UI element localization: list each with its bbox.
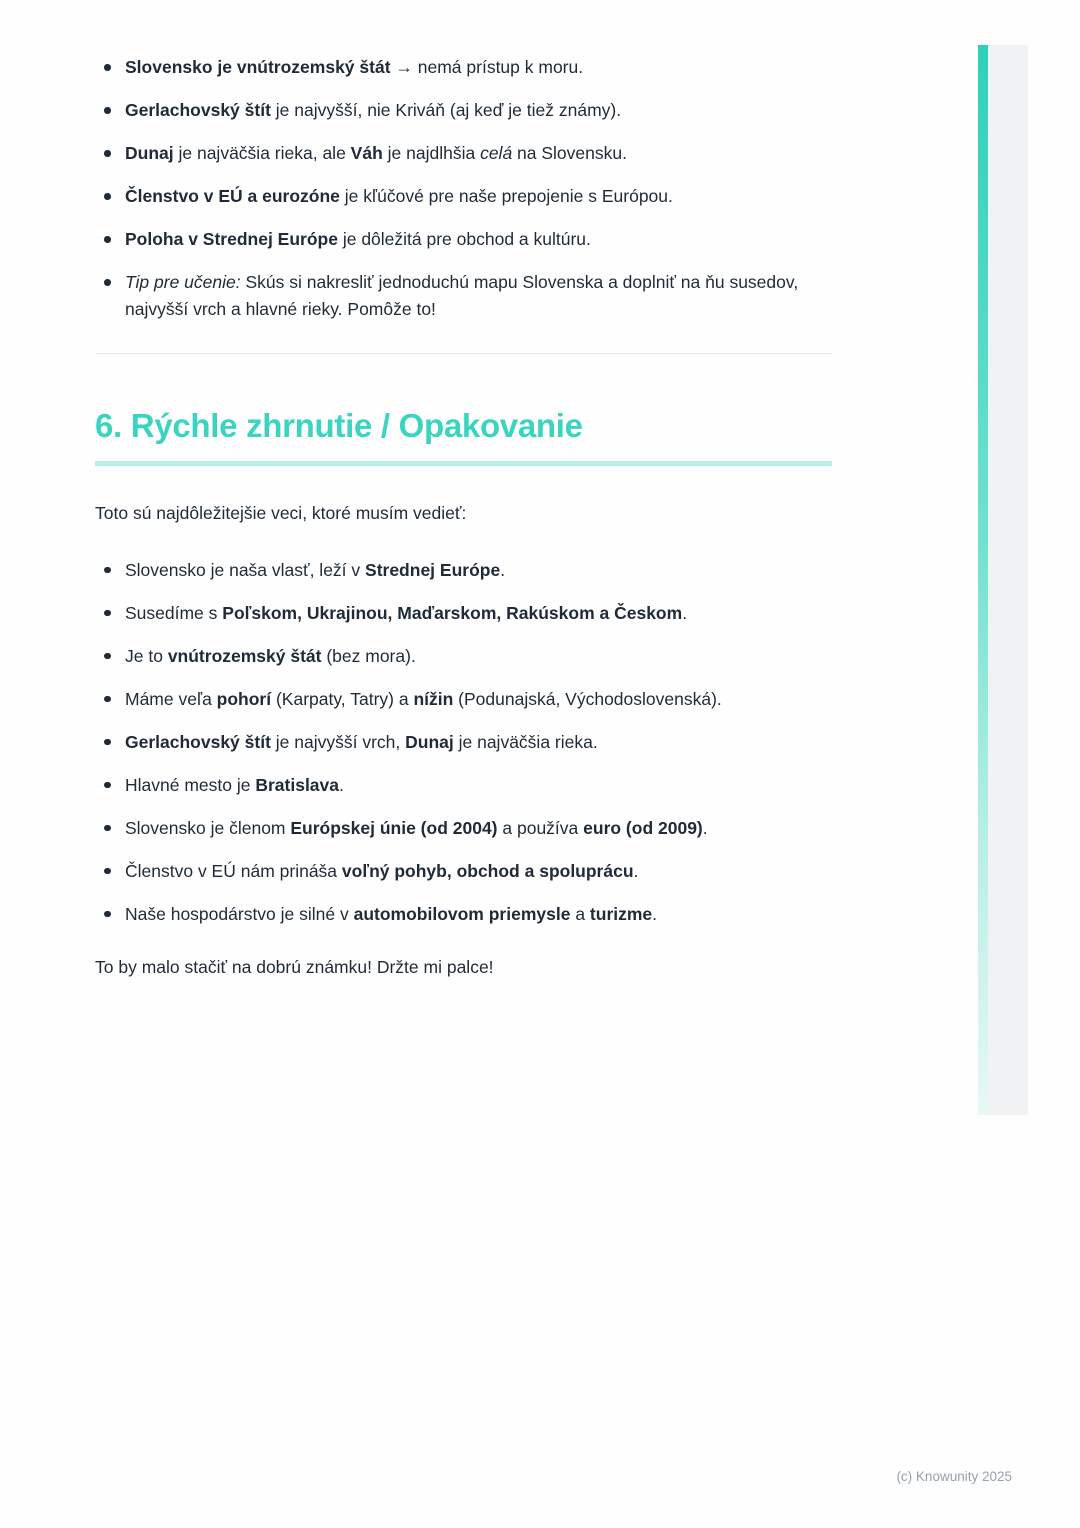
list-item bbox=[95, 226, 832, 253]
text-segment: . bbox=[652, 903, 658, 924]
scroll-indicator-bar bbox=[978, 45, 988, 1115]
text-segment: → nemá prístup k moru. bbox=[390, 57, 584, 77]
text-segment: je najväčšia rieka. bbox=[453, 731, 598, 752]
text-segment: Dunaj bbox=[125, 143, 174, 163]
side-rail bbox=[978, 45, 1028, 1115]
list-item bbox=[95, 815, 832, 842]
text-segment: (Karpaty, Tatry) a bbox=[271, 688, 414, 709]
text-segment: Bratislava bbox=[255, 774, 340, 795]
text-segment: Strednej Európe bbox=[365, 559, 501, 580]
key-points-list bbox=[95, 54, 832, 323]
text-segment: je kľúčové pre naše prepojenie s Európou. bbox=[339, 186, 673, 206]
text-segment: na Slovensku. bbox=[512, 143, 627, 163]
text-segment: Gerlachovský štít bbox=[125, 100, 271, 120]
list-item bbox=[95, 140, 832, 167]
text-segment: . bbox=[633, 860, 639, 881]
text-segment: Skús si nakresliť jednoduchú mapu Slovenska a doplniť na ňu susedov, najvyšší vrch a hlavné rieky. Pomôže to! bbox=[125, 272, 799, 319]
text-segment: vnútrozemský štát bbox=[167, 645, 322, 666]
text-segment: Členstvo v EÚ nám prináša bbox=[125, 860, 342, 881]
text-segment: Slovensko je vnútrozemský štát bbox=[125, 57, 391, 77]
text-segment: (bez mora). bbox=[321, 645, 416, 666]
text-segment: Gerlachovský štít bbox=[125, 731, 271, 752]
list-item bbox=[95, 772, 832, 799]
text-segment: je najvyšší, nie Kriváň (aj keď je tiež známy). bbox=[270, 100, 622, 120]
text-segment: je najväčšia rieka, ale bbox=[173, 143, 351, 163]
section-divider bbox=[95, 353, 832, 354]
list-item bbox=[95, 901, 832, 928]
text-segment: Hlavné mesto je bbox=[125, 774, 256, 795]
section-heading: 6. Rýchle zhrnutie / Opakovanie bbox=[95, 407, 583, 444]
summary-list bbox=[95, 557, 832, 928]
text-segment: Slovensko je členom bbox=[125, 817, 291, 838]
text-segment: (Podunajská, Východoslovenská). bbox=[453, 688, 722, 709]
text-segment: automobilovom priemysle bbox=[353, 903, 571, 924]
list-item bbox=[95, 858, 832, 885]
list-item bbox=[95, 686, 832, 713]
text-segment: turizme bbox=[589, 903, 653, 924]
text-segment: je najvyšší vrch, bbox=[270, 731, 406, 752]
text-segment: euro (od 2009) bbox=[583, 817, 703, 838]
list-item bbox=[95, 600, 832, 627]
text-segment: Poloha v Strednej Európe bbox=[125, 229, 338, 249]
text-segment: Je to bbox=[125, 645, 168, 666]
text-segment: Máme veľa bbox=[125, 688, 217, 709]
text-segment: . bbox=[682, 602, 688, 623]
section-intro: Toto sú najdôležitejšie veci, ktoré musím vedieť: bbox=[95, 502, 467, 523]
text-segment: Slovensko je naša vlasť, leží v bbox=[125, 559, 366, 580]
text-segment: . bbox=[339, 774, 344, 795]
text-segment: voľný pohyb, obchod a spoluprácu bbox=[341, 860, 634, 881]
list-item bbox=[95, 557, 832, 584]
list-item bbox=[95, 729, 832, 756]
list-item bbox=[95, 54, 832, 81]
text-segment: Tip pre učenie: bbox=[125, 272, 241, 292]
text-segment: je najdlhšia bbox=[382, 143, 481, 163]
text-segment: Naše hospodárstvo je silné v bbox=[125, 903, 354, 924]
list-item bbox=[95, 97, 832, 124]
text-segment: . bbox=[500, 559, 506, 580]
text-segment: Susedíme s bbox=[125, 602, 223, 623]
text-segment: pohorí bbox=[216, 688, 272, 709]
page-content bbox=[95, 54, 832, 981]
text-segment: Dunaj bbox=[405, 731, 454, 752]
text-segment: Európskej únie (od 2004) bbox=[290, 817, 498, 838]
text-segment: a používa bbox=[497, 817, 584, 838]
text-segment: Poľskom, Ukrajinou, Maďarskom, Rakúskom a Českom bbox=[222, 602, 683, 623]
list-item bbox=[95, 269, 832, 323]
text-segment: je dôležitá pre obchod a kultúru. bbox=[337, 229, 591, 249]
text-segment: a bbox=[570, 903, 590, 924]
text-segment: celá bbox=[480, 143, 513, 163]
text-segment: nížin bbox=[413, 688, 454, 709]
section-outro: To by malo stačiť na dobrú známku! Držte mi palce! bbox=[95, 956, 494, 977]
text-segment: . bbox=[702, 817, 708, 838]
text-segment: Členstvo v EÚ a eurozóne bbox=[125, 186, 340, 206]
text-segment: Váh bbox=[350, 143, 383, 163]
heading-underline bbox=[95, 461, 832, 466]
list-item bbox=[95, 183, 832, 210]
copyright-footer: (c) Knowunity 2025 bbox=[896, 1469, 1012, 1484]
list-item bbox=[95, 643, 832, 670]
